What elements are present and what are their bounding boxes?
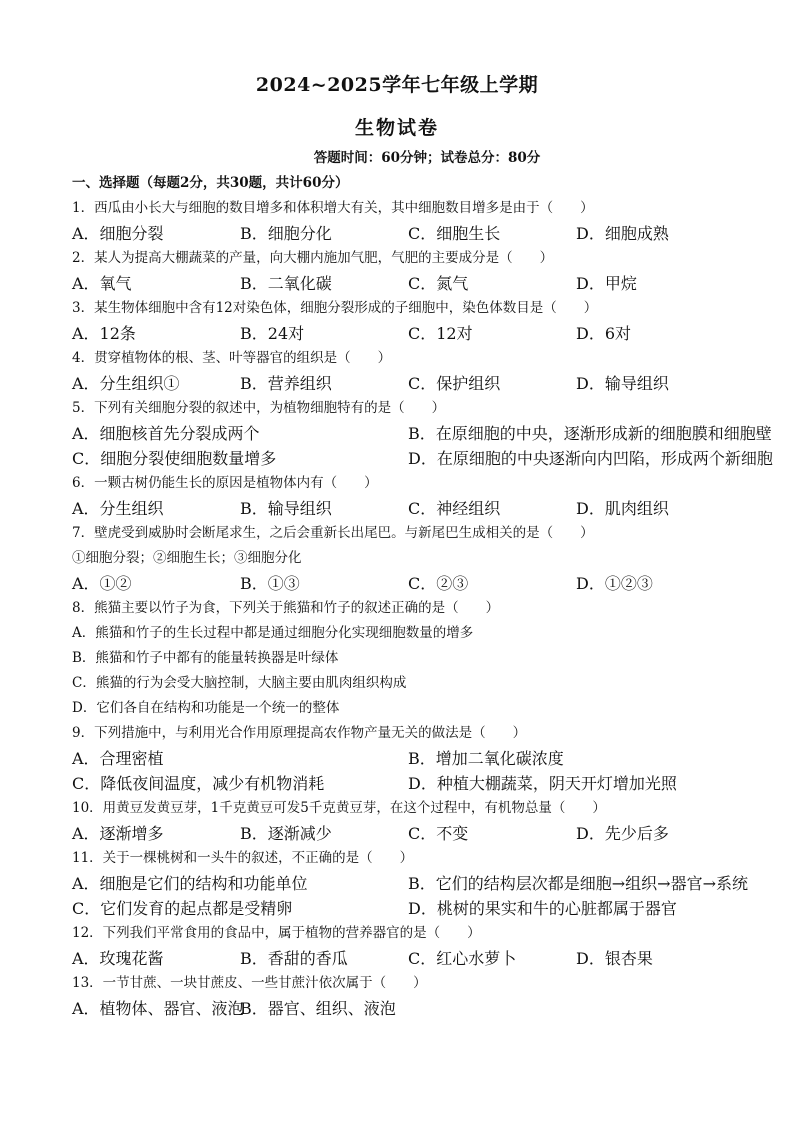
option-row xyxy=(72,221,732,246)
option-b: B．输导组织 xyxy=(240,499,332,518)
option-row xyxy=(72,821,732,846)
option-row xyxy=(72,571,732,596)
question-stem: 6．一颗古树仍能生长的原因是植物体内有（ ） xyxy=(72,475,378,491)
option-a: A．合理密植 xyxy=(72,749,164,768)
option-d: D．6对 xyxy=(576,324,632,343)
option-b: B．器官、组织、液泡 xyxy=(240,999,396,1018)
option-c: C．细胞分裂使细胞数量增多 xyxy=(72,449,277,468)
option-d: D．种植大棚蔬菜，阴天开灯增加光照 xyxy=(408,774,677,793)
option-d: D．输导组织 xyxy=(576,374,669,393)
option-a: A．氧气 xyxy=(72,274,132,293)
option-a: A．分生组织① xyxy=(72,374,180,393)
question-stem: 2．某人为提高大棚蔬菜的产量，向大棚内施加气肥，气肥的主要成分是（ ） xyxy=(72,250,554,266)
option-c: C．12对 xyxy=(408,324,473,343)
option-a: A．细胞核首先分裂成两个 xyxy=(72,424,260,443)
option-b: B．增加二氧化碳浓度 xyxy=(408,749,564,768)
section-heading: 一、选择题（每题2分，共30题，共计60分） xyxy=(72,175,349,191)
question-stem: 13．一节甘蔗、一块甘蔗皮、一些甘蔗汁依次属于（ ） xyxy=(72,975,427,991)
question-stem: 4．贯穿植物体的根、茎、叶等器官的组织是（ ） xyxy=(72,350,392,366)
option-row xyxy=(72,746,732,771)
exam-meta: 答题时间：60分钟；试卷总分：80分 xyxy=(313,150,541,166)
question-stem: 1．西瓜由小长大与细胞的数目增多和体积增大有关，其中细胞数目增多是由于（ ） xyxy=(72,200,594,216)
option-d: D．①②③ xyxy=(576,574,653,593)
option-b: B．①③ xyxy=(240,574,300,593)
question-note: ①细胞分裂；②细胞生长；③细胞分化 xyxy=(72,550,302,566)
option-a: A．玫瑰花酱 xyxy=(72,949,164,968)
option-a: A．熊猫和竹子的生长过程中都是通过细胞分化实现细胞数量的增多 xyxy=(72,625,474,641)
option-d: D．在原细胞的中央逐渐向内凹陷，形成两个新细胞 xyxy=(408,449,773,468)
option-d: D．肌肉组织 xyxy=(576,499,669,518)
question-stem: 11．关于一棵桃树和一头牛的叙述，不正确的是（ ） xyxy=(72,850,414,866)
question-stem: 3．某生物体细胞中含有12对染色体，细胞分裂形成的子细胞中，染色体数目是（ ） xyxy=(72,300,598,316)
exam-title: 2024~2025学年七年级上学期 xyxy=(255,74,539,96)
option-d: D．甲烷 xyxy=(576,274,637,293)
option-c: C．熊猫的行为会受大脑控制，大脑主要由肌肉组织构成 xyxy=(72,675,407,691)
option-row xyxy=(72,946,732,971)
option-b: B．熊猫和竹子中都有的能量转换器是叶绿体 xyxy=(72,650,339,666)
option-row xyxy=(72,271,732,296)
question-stem: 8．熊猫主要以竹子为食，下列关于熊猫和竹子的叙述正确的是（ ） xyxy=(72,600,500,616)
option-a: A．植物体、器官、液泡 xyxy=(72,999,244,1018)
question-list xyxy=(72,171,773,1021)
option-a: A．分生组织 xyxy=(72,499,164,518)
option-a: A．逐渐增多 xyxy=(72,824,164,843)
option-b: B．在原细胞的中央，逐渐形成新的细胞膜和细胞壁 xyxy=(408,424,772,443)
option-row xyxy=(72,371,732,396)
question-stem: 7．壁虎受到威胁时会断尾求生，之后会重新长出尾巴。与新尾巴生成相关的是（ ） xyxy=(72,525,594,541)
option-d: D．先少后多 xyxy=(576,824,669,843)
option-row xyxy=(72,496,732,521)
option-row xyxy=(72,321,732,346)
option-b: B．香甜的香瓜 xyxy=(240,949,348,968)
option-b: B．24对 xyxy=(240,324,305,343)
option-d: D．银杏果 xyxy=(576,949,653,968)
option-row xyxy=(72,771,732,796)
option-row xyxy=(72,871,748,896)
option-a: A．12条 xyxy=(72,324,136,343)
option-a: A．①② xyxy=(72,574,132,593)
option-c: C．氮气 xyxy=(408,274,469,293)
option-b: B．细胞分化 xyxy=(240,224,332,243)
option-c: C．保护组织 xyxy=(408,374,501,393)
option-b: B．二氧化碳 xyxy=(240,274,332,293)
option-c: C．神经组织 xyxy=(408,499,501,518)
option-row xyxy=(72,446,773,471)
option-a: A．细胞分裂 xyxy=(72,224,164,243)
option-c: C．它们发育的起点都是受精卵 xyxy=(72,899,293,918)
option-b: B．营养组织 xyxy=(240,374,332,393)
option-c: C．不变 xyxy=(408,824,469,843)
option-row xyxy=(72,996,732,1021)
option-row xyxy=(72,896,732,921)
option-d: D．桃树的果实和牛的心脏都属于器官 xyxy=(408,899,677,918)
option-c: C．红心水萝卜 xyxy=(408,949,517,968)
question-stem: 12．下列我们平常食用的食品中，属于植物的营养器官的是（ ） xyxy=(72,925,481,941)
exam-subject: 生物试卷 xyxy=(354,117,439,139)
option-d: D．细胞成熟 xyxy=(576,224,669,243)
question-stem: 9．下列措施中，与利用光合作用原理提高农作物产量无关的做法是（ ） xyxy=(72,725,527,741)
option-c: C．②③ xyxy=(408,574,469,593)
option-c: C．细胞生长 xyxy=(408,224,501,243)
option-row xyxy=(72,421,772,446)
option-b: B．它们的结构层次都是细胞→组织→器官→系统 xyxy=(408,874,748,893)
option-b: B．逐渐减少 xyxy=(240,824,332,843)
question-stem: 10．用黄豆发黄豆芽，1千克黄豆可发5千克黄豆芽，在这个过程中，有机物总量（ ） xyxy=(72,800,606,816)
option-c: C．降低夜间温度，减少有机物消耗 xyxy=(72,774,325,793)
question-stem: 5．下列有关细胞分裂的叙述中，为植物细胞特有的是（ ） xyxy=(72,400,446,416)
option-d: D．它们各自在结构和功能是一个统一的整体 xyxy=(72,700,340,716)
option-a: A．细胞是它们的结构和功能单位 xyxy=(72,874,308,893)
